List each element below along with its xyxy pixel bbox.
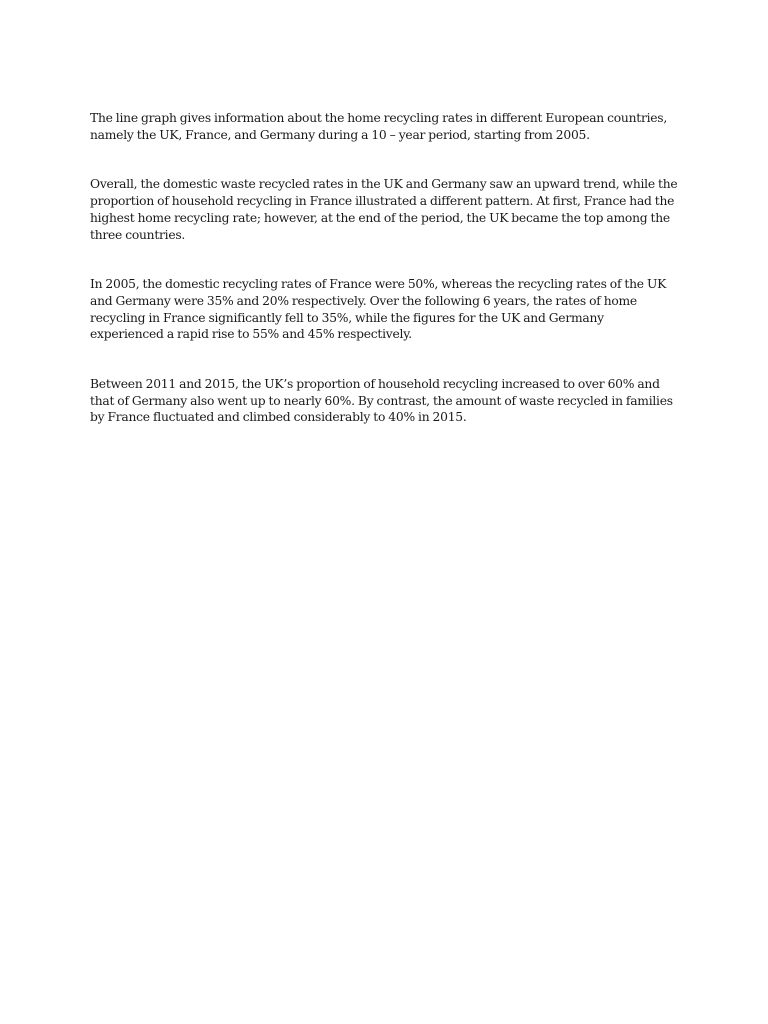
document-body (90, 110, 678, 459)
paragraph-detail-2005-2011: In 2005, the domestic recycling rates of France were 50%, whereas the recycling rates of the UK and Germany were 35% and 20% respectively. Over the following 6 years, the rates of home recycling in France significantly fell to 35%, while the figures for the UK and Germany experienced a rapid rise to 55% and 45% respectively. (90, 277, 667, 342)
paragraph-overview: Overall, the domestic waste recycled rates in the UK and Germany saw an upward trend, while the proportion of household recycling in France illustrated a different pattern. At first, France had the highest home recycling rate; however, at the end of the period, the UK became the top among the three countries. (90, 177, 678, 242)
paragraph-detail-2011-2015: Between 2011 and 2015, the UK’s proportion of household recycling increased to over 60% and that of Germany also went up to nearly 60%. By contrast, the amount of waste recycled in families by France fluctuated and climbed considerably to 40% in 2015. (90, 377, 673, 425)
paragraph-intro: The line graph gives information about the home recycling rates in different European countries, namely the UK, France, and Germany during a 10 – year period, starting from 2005. (90, 111, 668, 142)
